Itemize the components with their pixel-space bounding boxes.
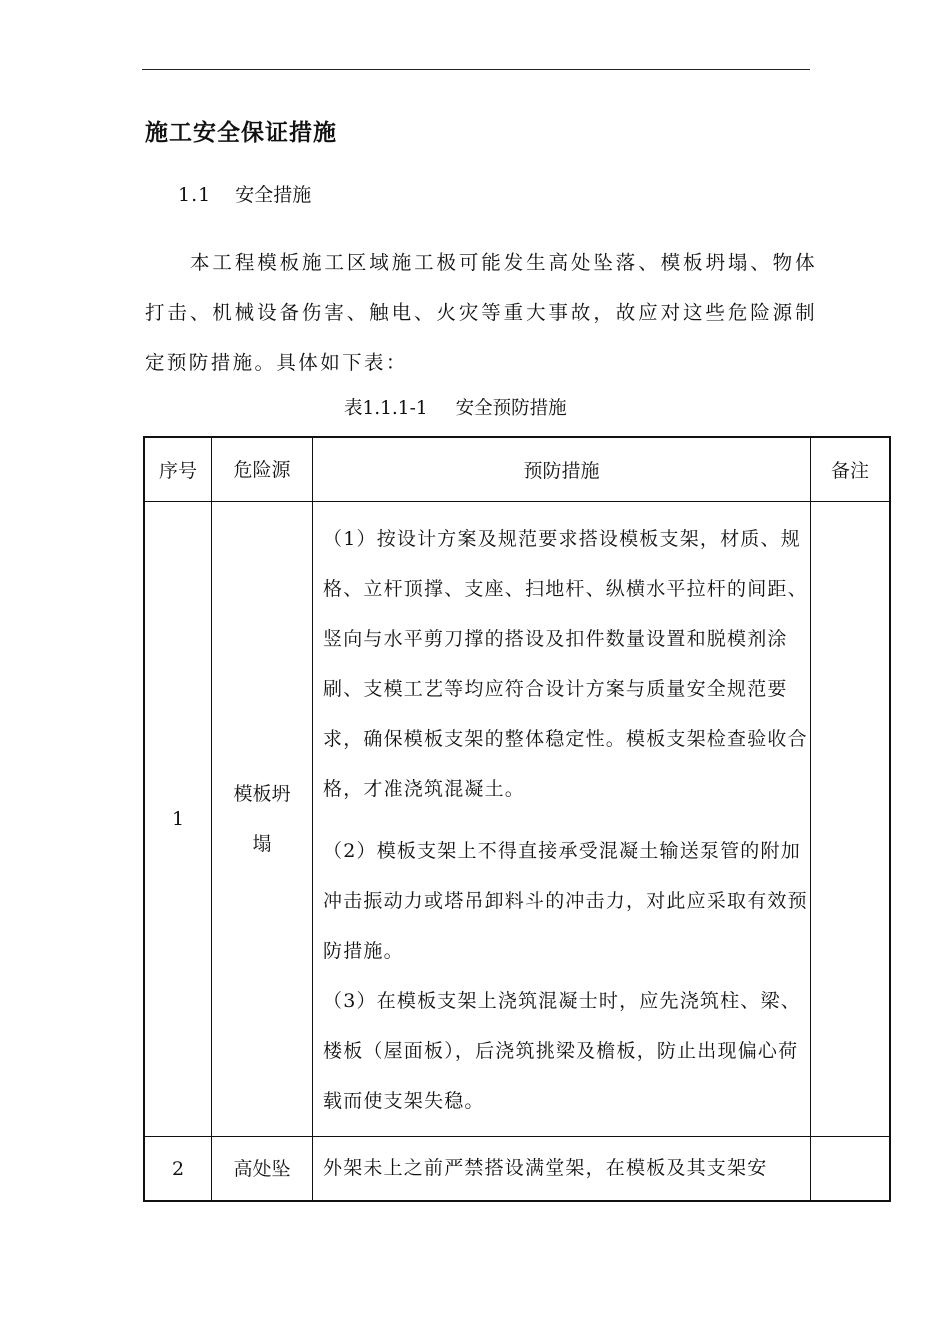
- measure-item: （2）模板支架上不得直接承受混凝土输送泵管的附加冲击振动力或塔吊卸料斗的冲击力，对此应采取有效预防措施。: [323, 840, 808, 962]
- document-title: 施工安全保证措施: [145, 119, 337, 146]
- section-heading: [178, 180, 311, 207]
- table-caption-title: 安全预防措施: [455, 398, 567, 419]
- section-title: 安全措施: [235, 184, 312, 206]
- row-hazard-text: 模板坍塌: [233, 783, 291, 855]
- row-seq: 1: [144, 502, 212, 1137]
- header-hazard: 危险源: [212, 437, 313, 502]
- header-remarks: 备注: [811, 437, 891, 502]
- measure-item: （1）按设计方案及规范要求搭设模板支架，材质、规格、立杆顶撑、支座、扫地杆、纵横水平拉杆的间距、竖向与水平剪刀撑的搭设及扣件数量设置和脱模剂涂刷、支模工艺等均应符合设计方案与质量安全规范要求，确保模板支架的整体稳定性。模板支架检查验收合格，才准浇筑混凝土。: [323, 528, 808, 800]
- measure-item: 外架未上之前严禁搭设满堂架，在模板及其支架安: [323, 1157, 768, 1179]
- safety-measures-table: [143, 436, 891, 1202]
- row-measures: [313, 502, 811, 1137]
- row-measures: [313, 1137, 811, 1202]
- row-seq: 2: [144, 1137, 212, 1202]
- row-remarks: [811, 1137, 891, 1202]
- table-row: [144, 502, 890, 1137]
- header-measures: 预防措施: [313, 437, 811, 502]
- intro-paragraph: 本工程模板施工区域施工极可能发生高处坠落、模板坍塌、物体打击、机械设备伤害、触电、火灾等重大事故，故应对这些危险源制定预防措施。具体如下表：: [145, 251, 817, 374]
- row-hazard: 高处坠: [212, 1137, 313, 1202]
- table-caption: [344, 394, 567, 420]
- header-seq: 序号: [144, 437, 212, 502]
- section-number: 1.1: [178, 184, 212, 206]
- table-row: [144, 1137, 890, 1202]
- table-header-row: [144, 437, 890, 502]
- measure-item: （3）在模板支架上浇筑混凝士时，应先浇筑柱、梁、楼板（屋面板），后浇筑挑梁及檐板，防止出现偏心荷载而使支架失稳。: [323, 990, 801, 1112]
- row-remarks: [811, 502, 891, 1137]
- header-rule: [142, 69, 810, 70]
- row-hazard: [212, 502, 313, 1137]
- table-caption-number: 表1.1.1-1: [344, 398, 428, 419]
